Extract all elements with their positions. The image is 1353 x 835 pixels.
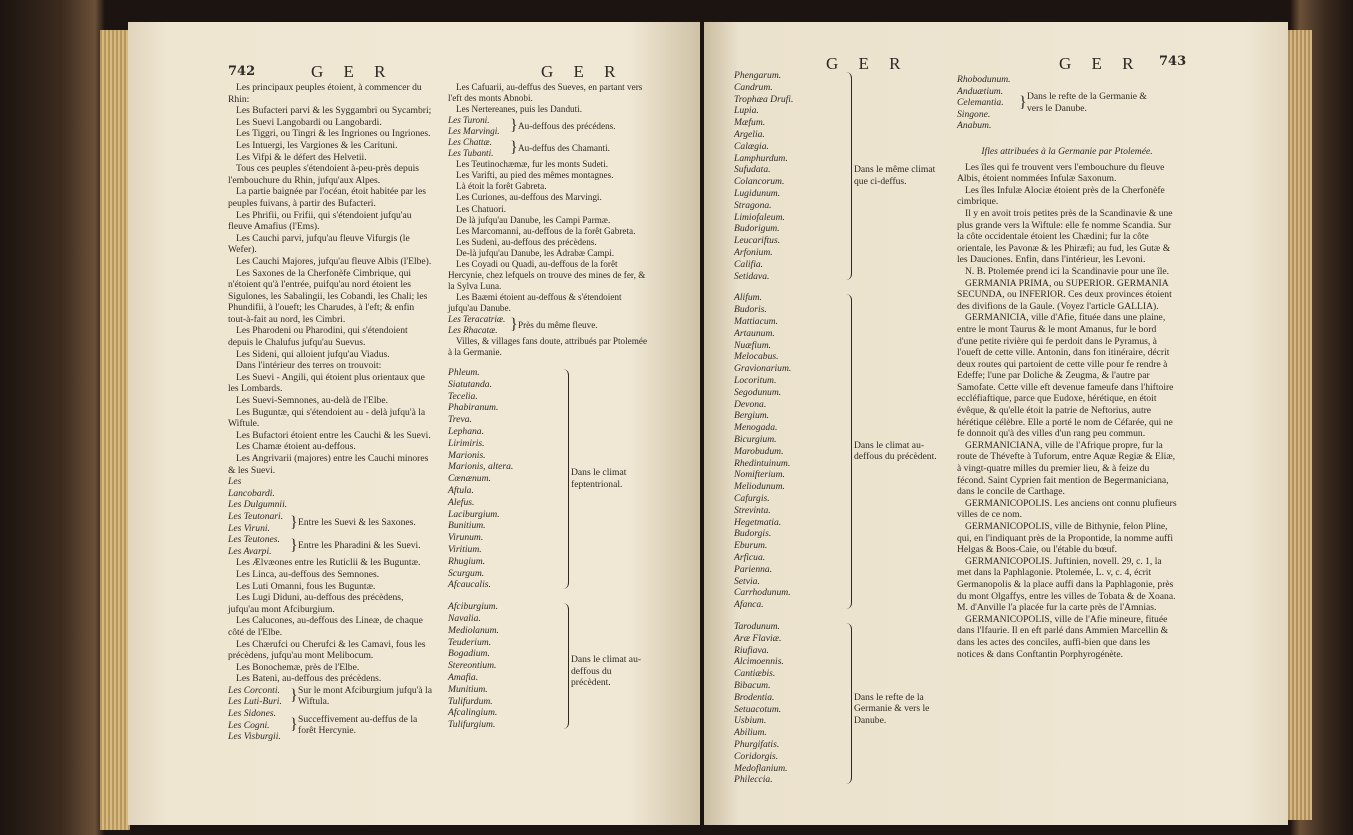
town-name: Locoritum. bbox=[734, 374, 777, 386]
right-top-pair bbox=[957, 74, 1147, 132]
town-name: Candrum. bbox=[734, 81, 773, 93]
paragraph: Les Saxones de la Cherfonèfe Cimbrique, qui n'étoient qu'à l'entrée, puifqu'au nord étoient les Sigulones, les Sabalingii, les Cobandi, les Chali; les Phundifii, à l'oueft; les Charudes, à l'eft; & enfin tout-à-fait au nord, les Cimbri. bbox=[228, 267, 428, 325]
left-page-edges bbox=[100, 30, 130, 830]
pair-name: Les Viruni. bbox=[228, 522, 270, 534]
town-name: Bergium. bbox=[734, 410, 770, 422]
pair-name: Les Cogni. bbox=[228, 719, 270, 731]
paragraph: Les Coyadi ou Quadi, au-deffous de la forêt Hercynie, chez lefquels on trouve des mines de fer, & la Sylva Luna. bbox=[448, 258, 646, 291]
town-name: Scurgum. bbox=[448, 567, 485, 579]
pair-name: Les Teutonari. bbox=[228, 510, 284, 522]
paragraph: Les Cafuarii, au-deffus des Sueves, en partant vers l'eft des monts Abnobi. bbox=[448, 82, 643, 104]
town-name: Phleum. bbox=[448, 367, 480, 378]
pair-description: Entre les Suevi & les Saxones. bbox=[298, 516, 416, 528]
town-name: Mediolanum. bbox=[448, 624, 499, 636]
town-name: Virunum. bbox=[448, 532, 484, 544]
pair-name: Les Dulgumnii. bbox=[228, 499, 288, 511]
paragraph: Les Linca, au-deffous des Semnones. bbox=[236, 568, 380, 580]
pair-names bbox=[448, 115, 510, 137]
paragraph: De là jufqu'au Danube, les Campi Parmæ. bbox=[456, 214, 611, 225]
town-name: Stereontium. bbox=[448, 660, 497, 672]
town-name: Devona. bbox=[734, 398, 767, 410]
pair-name: Les Teutones. bbox=[228, 534, 280, 546]
town-name: Argelia. bbox=[734, 128, 765, 140]
section-heading: Ifles attribuées à la Germanie par Ptolemée. bbox=[981, 146, 1153, 157]
running-head: G E R bbox=[541, 62, 624, 81]
town-name: Segodunum. bbox=[734, 386, 782, 398]
town-name: Tarodunum. bbox=[734, 621, 780, 632]
pair-name: Les Avarpi. bbox=[228, 545, 272, 557]
town-name: Lephana. bbox=[448, 425, 484, 437]
town-list bbox=[734, 70, 844, 282]
town-name: Lamphurdum. bbox=[734, 152, 788, 164]
paragraph: Les Bufactori étoient entre les Cauchi & les Suevi. bbox=[236, 429, 431, 441]
paragraph: Les Chatuori. bbox=[456, 203, 507, 214]
town-name: Limiofaleum. bbox=[734, 211, 785, 223]
town-name: Viritium. bbox=[448, 543, 482, 555]
page-number: 743 bbox=[1159, 54, 1187, 69]
brace-line bbox=[563, 603, 569, 729]
paragraph: Les Angrivarii (majores) entre les Cauchi minores & les Suevi. bbox=[228, 453, 429, 476]
town-name: Setidava. bbox=[734, 270, 770, 282]
pair-name: Celemantia. bbox=[957, 97, 1004, 109]
paragraph: Les principaux peuples étoient, à commencer du Rhin: bbox=[228, 82, 422, 105]
town-name: Colancorum. bbox=[734, 176, 785, 188]
town-list bbox=[448, 601, 558, 731]
brace-glyph: } bbox=[290, 716, 298, 734]
paragraph: Il y en avoit trois petites près de la Scandinavie & une plus grande vers la Wiftule: elle fe nomme Scandia. Sur la côte occidentale étoient les Chædini; fur la côte orientale, les Pavonæ & les Phiræfi; au fud, les Gutæ & les Dauciones. Enfin, dans l'intérieur, les Levoni. bbox=[957, 207, 1173, 266]
paragraph: Les Varifti, au pied des mêmes montagnes. bbox=[456, 170, 614, 181]
bracketed-pair bbox=[228, 511, 433, 534]
pair-names bbox=[228, 685, 290, 708]
brace-line bbox=[846, 72, 852, 280]
town-names bbox=[448, 367, 558, 591]
pair-names bbox=[228, 511, 290, 534]
paragraph: Les Marcomanni, au-deffous de la forêt Gabreta. bbox=[456, 225, 636, 236]
pair-name: Anabum. bbox=[957, 120, 992, 132]
bracketed-pair bbox=[228, 476, 433, 511]
town-name: Tecelia. bbox=[448, 390, 478, 402]
paragraph: Les Bateni, au-deffous des précèdens. bbox=[236, 673, 382, 685]
town-name: Treva. bbox=[448, 414, 472, 426]
paragraph: Les Tiggri, ou Tingri & les Ingriones ou Ingriones. bbox=[236, 128, 431, 140]
town-name: Phileccia. bbox=[734, 774, 773, 786]
town-name: Strevinta. bbox=[734, 504, 771, 516]
town-name: Aræ Flaviæ. bbox=[734, 632, 782, 644]
town-name: Parienna. bbox=[734, 563, 773, 575]
pair-name: Les Sidones. bbox=[228, 708, 276, 720]
paragraph: Les Suevi - Angili, qui étoient plus orientaux que les Lombards. bbox=[228, 371, 425, 395]
paragraph: Les Ælvæones entre les Ruticlii & les Buguntæ. bbox=[236, 557, 421, 569]
town-name: Abilium. bbox=[734, 727, 767, 739]
town-name: Afcaucalis. bbox=[448, 579, 491, 591]
town-name: Trophæa Drufi. bbox=[734, 93, 794, 105]
paragraph: Les Sideni, qui alloient jufqu'au Viadus. bbox=[236, 348, 390, 360]
paragraph: Les Sudeni, au-deffous des précèdens. bbox=[456, 236, 597, 247]
paragraph: Là étoit la forêt Gabreta. bbox=[456, 181, 547, 192]
pair-description: Au-deffus des Chamanti. bbox=[518, 142, 610, 153]
brace-glyph: } bbox=[510, 139, 518, 157]
town-name: Bicurgium. bbox=[734, 433, 777, 445]
group-description: Dans le climat feptentrional. bbox=[571, 467, 627, 490]
brace-line bbox=[563, 369, 569, 589]
town-name: Mattiacum. bbox=[734, 315, 778, 327]
pair-name: Singone. bbox=[957, 108, 991, 120]
paragraph: Les Intuergi, les Vargiones & les Carituni. bbox=[236, 139, 398, 151]
paragraph: Les Suevi Langobardi ou Langobardi. bbox=[236, 116, 382, 128]
paragraph: La partie baignée par l'océan, étoit habitée par les peuples fuivans, à partir des Bufacteri. bbox=[228, 186, 427, 209]
town-name: Alefus. bbox=[448, 496, 475, 508]
paragraph: GERMANICOPOLIS. Juftinien, novell. 29, c. 1, la met dans la Paphlagonie. Ptolemée, L. v, c. 4, écrit Germanopolis & la place auffi dans la Paphlagonie, près du mont Olgaffys, entre les villes de Tobata & de Xoana. M. d'Anville l'a placée fur la carte près de l'Amnias. bbox=[957, 555, 1176, 614]
town-names bbox=[448, 601, 558, 731]
paragraph: Les Suevi-Semnones, au-delà de l'Elbe. bbox=[236, 395, 388, 407]
pair-name: Anduætium. bbox=[957, 85, 1004, 97]
town-name: Lirimiris. bbox=[448, 437, 485, 449]
town-name: Riufiava. bbox=[734, 644, 769, 656]
town-names bbox=[734, 292, 844, 611]
paragraph: Les Vifpi & le défert des Helvetii. bbox=[236, 151, 367, 163]
pair-description: Dans le refte de la Germanie & vers le Danube. bbox=[1027, 91, 1147, 114]
town-name: Bogadium. bbox=[448, 648, 490, 660]
paragraph: Les Teutinochæmæ, fur les monts Sudeti. bbox=[456, 159, 609, 170]
paragraph: Les Luti Omanni, fous les Buguntæ. bbox=[236, 580, 376, 592]
brace-glyph: } bbox=[290, 536, 298, 554]
town-name: Laciburgium. bbox=[448, 508, 500, 520]
running-head: G E R bbox=[311, 62, 394, 81]
brace-glyph: } bbox=[290, 687, 298, 705]
town-name: Mæfum. bbox=[734, 117, 766, 129]
group-description: Dans le climat au-deffous du précèdent. bbox=[571, 654, 642, 689]
paragraph: N. B. Ptolemée prend ici la Scandinavie pour une île. bbox=[965, 265, 1170, 277]
paragraph: Villes, & villages fans doute, attribués par Ptolemée à la Germanie. bbox=[448, 336, 648, 358]
brace-glyph: } bbox=[290, 513, 298, 531]
brace-glyph: } bbox=[510, 117, 518, 135]
running-head: G E R bbox=[826, 54, 909, 73]
right-column-text bbox=[957, 142, 1177, 660]
pair-description: Succeffivement au-deffus de la forêt Hercynie. bbox=[298, 713, 418, 737]
pair-name: Les Turoni. bbox=[448, 115, 490, 126]
town-name: Setvia. bbox=[734, 575, 760, 587]
group-description: Dans le même climat que ci-deffus. bbox=[854, 164, 936, 187]
town-name: Coridorgis. bbox=[734, 750, 779, 762]
town-name: Alcimoennis. bbox=[734, 656, 784, 668]
pair-names bbox=[228, 534, 290, 557]
town-name: Cœnænum. bbox=[448, 473, 491, 485]
pair-name: Les Chattæ. bbox=[448, 137, 492, 148]
town-name: Budorgis. bbox=[734, 528, 772, 540]
town-name: Gravionarium. bbox=[734, 363, 792, 375]
paragraph: GERMANIA PRIMA, ou SUPERIOR. GERMANIA SECUNDA, ou INFERIOR. Ces deux provinces étoient des divifions de la Gaule. (Voyez l'article GALLIA). bbox=[957, 277, 1172, 312]
town-name: Artaunum. bbox=[734, 327, 775, 339]
paragraph: Les Buguntæ, qui s'étendoient au - delà jufqu'à la Wiftule. bbox=[228, 406, 426, 430]
paragraph: Les Bonochemæ, près de l'Elbe. bbox=[236, 661, 360, 673]
paragraph: Les Bufacteri parvi & les Syggambri ou Sycambri; bbox=[236, 105, 432, 117]
group-description: Dans le refte de la Germanie & vers le Danube. bbox=[854, 691, 930, 726]
pair-names bbox=[448, 314, 510, 336]
paragraph: Les Cauchi parvi, jufqu'au fleuve Vifurgis (le Wefer). bbox=[228, 232, 410, 256]
pair-name: Les Rhacatæ. bbox=[448, 325, 498, 336]
town-name: Marionis, altera. bbox=[448, 461, 514, 473]
bracketed-pair bbox=[228, 534, 433, 557]
town-name: Brodentia. bbox=[734, 691, 775, 703]
paragraph: Les îles Infulæ Alociæ étoient près de la Cherfonèfe cimbrique. bbox=[957, 184, 1165, 208]
pair-description: Près du même fleuve. bbox=[518, 319, 598, 330]
paragraph: Les Calucones, au-deffous des Lineæ, de chaque côté de l'Elbe. bbox=[228, 615, 423, 638]
right-page bbox=[704, 22, 1288, 825]
town-name: Medoflanium. bbox=[734, 762, 788, 774]
paragraph: GERMANICIA, ville d'Afie, fituée dans une plaine, entre le mont Taurus & le mont Amanus, fur le bord d'une petite rivière qui fe perdoit dans le Pyramus, à l'oueft de cette ville. Antonin, dans fon itinéraire, décrit deux routes qui partoient de cette ville pour fe rendre à Edeffe; l'une par Doliche & Zeugma, & l'autre par Samofate. Cette ville eft devenue fameufe dans l'hiftoire eccléfiaftique, parce que Eudoxe, hérétique, en étoit évêque, & qu'elle étoit la patrie de Neftorius, autre hérétique célèbre. Elle a porté le nom de Céfarée, qui ne fe donnoit qu'à des villes d'un rang peu commun. bbox=[957, 312, 1174, 440]
town-name: Teuderium. bbox=[448, 636, 492, 648]
town-name: Lugidunum. bbox=[734, 187, 781, 199]
running-head: G E R bbox=[1059, 54, 1142, 73]
town-names bbox=[734, 621, 844, 786]
town-name: Arficua. bbox=[734, 551, 766, 563]
brace-line bbox=[846, 623, 852, 784]
town-name: Alifum. bbox=[734, 292, 762, 304]
paragraph: Les Nertereanes, puis les Danduti. bbox=[456, 104, 583, 115]
pair-names bbox=[957, 74, 1019, 132]
town-name: Califia. bbox=[734, 258, 764, 270]
town-list bbox=[448, 367, 558, 591]
town-name: Hegetmatia. bbox=[734, 516, 782, 528]
town-name: Leucariftus. bbox=[734, 235, 781, 247]
left-column-2 bbox=[448, 82, 653, 358]
town-name: Afcalingium. bbox=[448, 707, 498, 719]
town-list bbox=[734, 621, 844, 786]
paragraph: Les Chærufci ou Cherufci & les Camavi, fous les précèdens, jufqu'au mont Melibocum. bbox=[228, 638, 426, 662]
paragraph: De-là jufqu'au Danube, les Adrabæ Campi. bbox=[456, 247, 615, 258]
paragraph: GERMANICIANA, ville de l'Afrique propre, fur la route de Thévefte à Tuforum, entre Aquæ Regiæ & Eliæ, à vingt-quatre milles du premier lieu, & à feize du fécond. Saint Cyprien fait mention de Begermaniciana, dans le concile de Carthage. bbox=[957, 439, 1176, 498]
town-name: Munitium. bbox=[448, 683, 488, 695]
town-name: Amafia. bbox=[448, 671, 479, 683]
town-name: Aftula. bbox=[448, 484, 474, 496]
town-name: Phabiranum. bbox=[448, 402, 499, 414]
pair-names bbox=[228, 708, 290, 743]
group-description: Dans le climat au-deffous du précèdent. bbox=[854, 439, 937, 463]
town-name: Tulifurgium. bbox=[448, 719, 496, 731]
paragraph: GERMANICOPOLIS, ville de Bithynie, felon Pline, qui, en l'indiquant près de la Propontide, la nomme auffi Helgas & Boos-Caie, ou l'étable du bœuf. bbox=[957, 521, 1174, 556]
town-name: Lupia. bbox=[734, 105, 759, 117]
bracketed-pair bbox=[228, 685, 433, 708]
town-name: Stragona. bbox=[734, 199, 772, 211]
town-name: Nuæfium. bbox=[734, 339, 772, 351]
town-name: Cafurgis. bbox=[734, 492, 770, 504]
town-name: Bunitium. bbox=[448, 520, 486, 532]
pair-name: Les Marvingi. bbox=[448, 126, 500, 137]
left-page bbox=[128, 22, 700, 825]
town-name: Cantiæbis. bbox=[734, 668, 776, 680]
brace-line bbox=[846, 294, 852, 609]
town-name: Navalia. bbox=[448, 612, 481, 624]
town-names bbox=[734, 70, 844, 282]
town-name: Budorigum. bbox=[734, 223, 780, 235]
pair-name: Rhobodunum. bbox=[957, 74, 1011, 85]
town-name: Carrhodunum. bbox=[734, 587, 791, 599]
pair-names bbox=[228, 476, 290, 511]
paragraph: Dans l'intérieur des terres on trouvoit: bbox=[236, 360, 382, 372]
town-name: Melocabus. bbox=[734, 351, 779, 363]
pair-description: Entre les Pharadini & les Suevi. bbox=[298, 539, 421, 551]
town-name: Marobudum. bbox=[734, 445, 784, 457]
brace-glyph: } bbox=[510, 316, 518, 334]
town-name: Siatutanda. bbox=[448, 378, 492, 390]
town-name: Arfonium. bbox=[734, 246, 773, 258]
town-name: Eburum. bbox=[734, 540, 768, 552]
pair-name: Les Luti-Buri. bbox=[228, 696, 282, 708]
town-name: Calægia. bbox=[734, 140, 769, 152]
town-name: Afciburgium. bbox=[448, 601, 499, 613]
paragraph: Tous ces peuples s'étendoient à-peu-près depuis l'embouchure du Rhin, jufqu'aux Alpes. bbox=[228, 163, 420, 186]
paragraph: Les Baæmi étoient au-deffous & s'étendoient jufqu'au Danube. bbox=[448, 291, 622, 313]
bracketed-pair bbox=[228, 708, 433, 743]
paragraph: Les Pharodeni ou Pharodini, qui s'étendoient depuis le Chalufus jufqu'au Suevus. bbox=[228, 325, 408, 349]
town-name: Setuacotum. bbox=[734, 703, 782, 715]
paragraph: Les Phrifii, ou Frifii, qui s'étendoient jufqu'au fleuve Amafius (l'Ems). bbox=[228, 209, 412, 233]
pair-name: Les Teracatriæ. bbox=[448, 313, 506, 324]
pair-description: Au-deffous des précédens. bbox=[518, 120, 616, 131]
bracketed-pair bbox=[448, 314, 653, 336]
paragraph: GERMANICOPOLIS. Les anciens ont connu plufieurs villes de ce nom. bbox=[957, 497, 1177, 521]
town-name: Menogada. bbox=[734, 422, 778, 434]
town-name: Afanca. bbox=[734, 599, 764, 611]
right-page-edges bbox=[1286, 30, 1312, 820]
paragraph: GERMANICOPOLIS, ville de l'Afie mineure, fituée dans l'Ifaurie. Il en eft parlé dans Ammien Marcellin & dans les actes des conciles, auffi-bien que dans les notices & dans Conftantin Porphyrogénète. bbox=[957, 613, 1169, 660]
town-name: Budoris. bbox=[734, 304, 767, 316]
pair-name: Les Corconti. bbox=[228, 684, 280, 696]
town-name: Phurgifatis. bbox=[734, 738, 780, 750]
town-name: Meliodunum. bbox=[734, 481, 785, 493]
bracketed-pair bbox=[448, 115, 653, 137]
town-name: Usbium. bbox=[734, 715, 767, 727]
paragraph: Les Lugi Diduni, au-deffous des précèdens, jufqu'au mont Afciburgium. bbox=[228, 592, 404, 615]
paragraph: Les Chamæ étoient au-deffous. bbox=[236, 441, 356, 453]
town-name: Marionis. bbox=[448, 449, 486, 461]
paragraph: Les Curiones, au-deffous des Marvingi. bbox=[456, 192, 602, 203]
pair-description: Sur le mont Afciburgium jufqu'à la Wiftula. bbox=[298, 684, 432, 708]
town-name: Rhugium. bbox=[448, 555, 486, 567]
pair-names bbox=[448, 137, 510, 159]
town-name: Bibacum. bbox=[734, 679, 771, 691]
left-column-1 bbox=[228, 82, 433, 743]
town-name: Nomifterium. bbox=[734, 469, 785, 481]
bracketed-pair bbox=[448, 137, 653, 159]
page-number: 742 bbox=[228, 64, 256, 79]
pair-name: Les Tubanti. bbox=[448, 148, 494, 159]
town-name: Tulifurdum. bbox=[448, 695, 493, 707]
town-name: Phengarum. bbox=[734, 70, 782, 81]
pair-name: Les Lancobardi. bbox=[228, 476, 275, 499]
town-name: Rhedintuinum. bbox=[734, 457, 791, 469]
brace-glyph: } bbox=[1019, 93, 1027, 111]
town-name: Sufudata. bbox=[734, 164, 771, 176]
town-list bbox=[734, 292, 844, 611]
paragraph: Les Cauchi Majores, jufqu'au fleuve Albis (l'Elbe). bbox=[236, 255, 432, 267]
paragraph: Les îles qui fe trouvent vers l'embouchure du fleuve Albis, étoient nommées Infulæ Saxonum. bbox=[957, 161, 1165, 185]
pair-name: Les Visburgii. bbox=[228, 731, 281, 743]
bracketed-pair bbox=[957, 74, 1147, 132]
